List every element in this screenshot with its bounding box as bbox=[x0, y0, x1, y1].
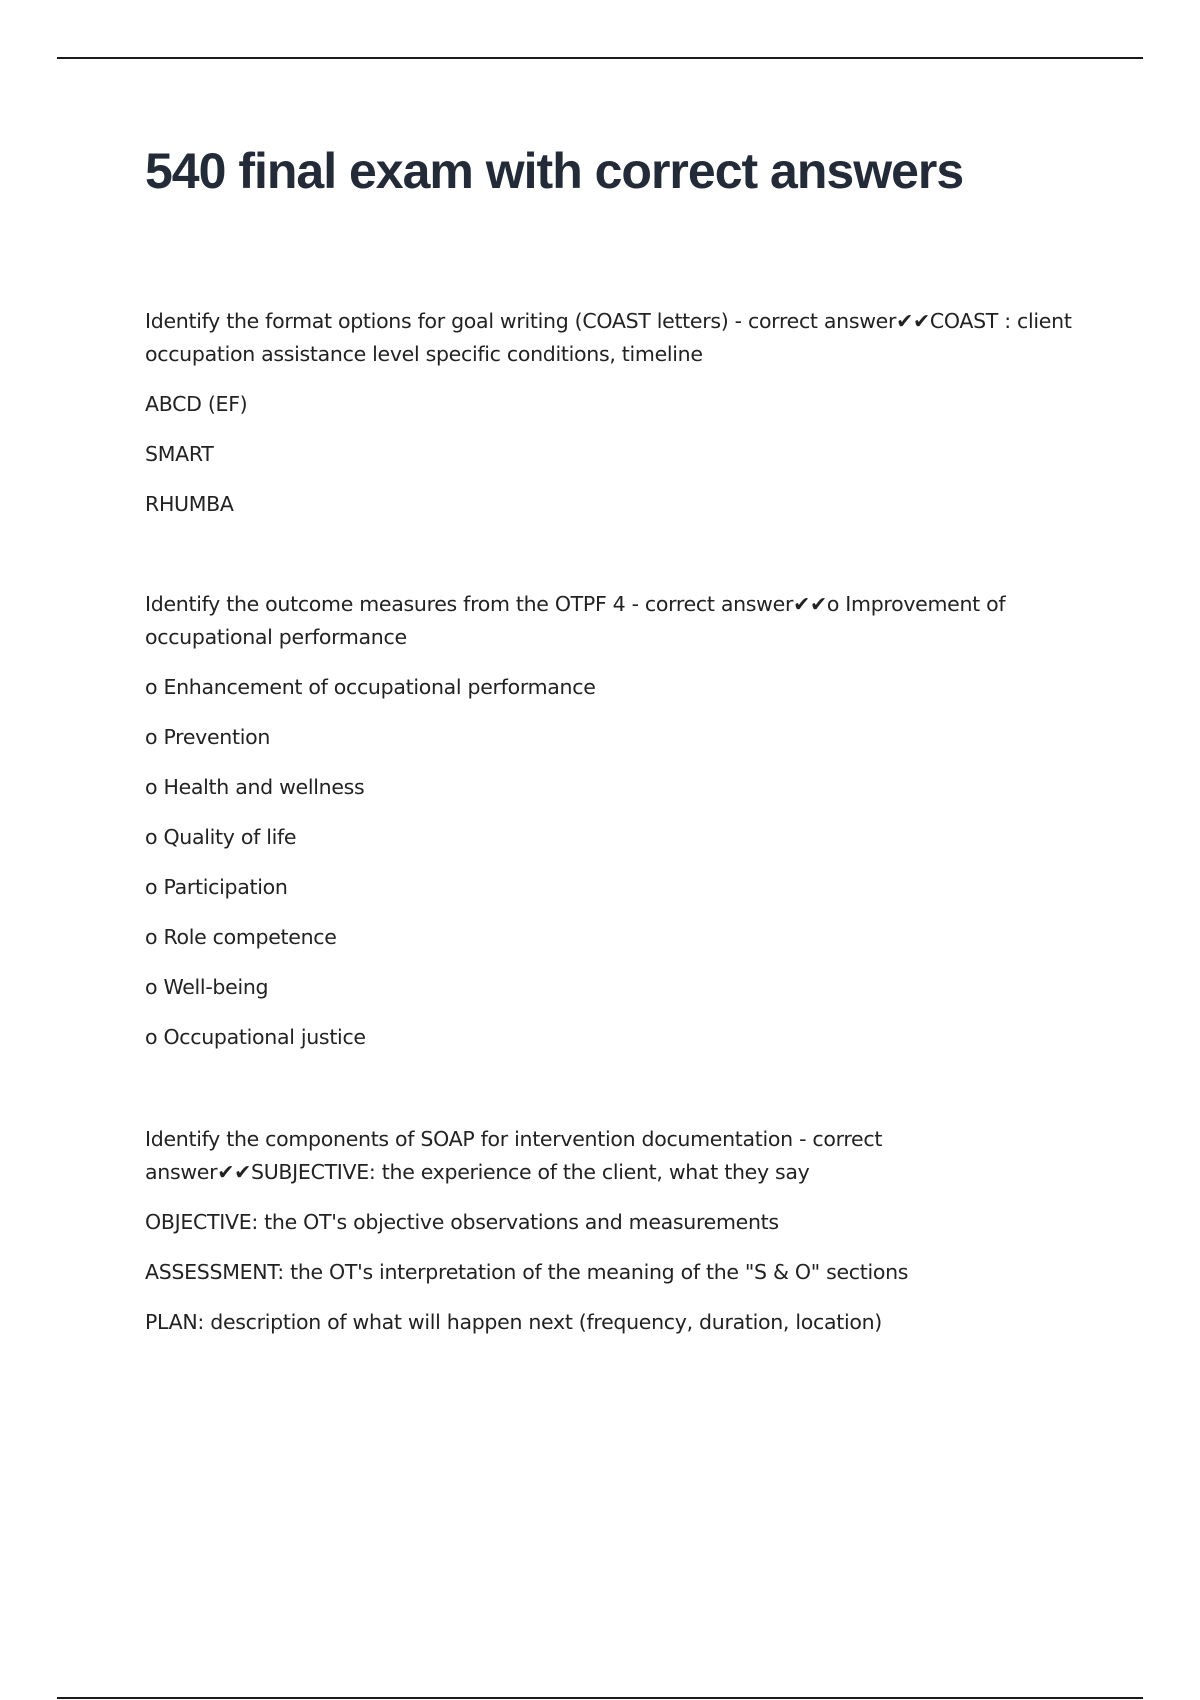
section-goal-writing bbox=[145, 305, 1085, 538]
bottom-rule bbox=[57, 1697, 1143, 1699]
question-text: Identify the format options for goal writing (COAST letters) - correct answer✔✔COAST : client occupation assistance level specific conditions, timeline bbox=[145, 309, 1072, 366]
answer-line: RHUMBA bbox=[145, 492, 234, 516]
answer-line: o Role competence bbox=[145, 925, 337, 949]
answer-line: PLAN: description of what will happen next (frequency, duration, location) bbox=[145, 1310, 882, 1334]
answer-line: o Well-being bbox=[145, 975, 269, 999]
answer-line: o Health and wellness bbox=[145, 775, 365, 799]
answer-line: o Enhancement of occupational performance bbox=[145, 675, 596, 699]
answer-line: SMART bbox=[145, 442, 214, 466]
answer-line: ABCD (EF) bbox=[145, 392, 248, 416]
answer-line: o Participation bbox=[145, 875, 288, 899]
answer-line: OBJECTIVE: the OT's objective observations and measurements bbox=[145, 1210, 779, 1234]
top-rule bbox=[57, 57, 1143, 59]
answer-line: o Occupational justice bbox=[145, 1025, 366, 1049]
section-outcome-measures bbox=[145, 588, 1085, 1071]
question-text: Identify the components of SOAP for intervention documentation - correct answer✔✔SUBJECTIVE: the experience of the client, what they say bbox=[145, 1127, 883, 1184]
page-title: 540 final exam with correct answers bbox=[145, 143, 964, 199]
answer-line: ASSESSMENT: the OT's interpretation of the meaning of the "S & O" sections bbox=[145, 1260, 909, 1284]
answer-line: o Prevention bbox=[145, 725, 271, 749]
answer-line: o Quality of life bbox=[145, 825, 297, 849]
question-text: Identify the outcome measures from the OTPF 4 - correct answer✔✔o Improvement of occupational performance bbox=[145, 592, 1006, 649]
section-soap bbox=[145, 1123, 1085, 1356]
